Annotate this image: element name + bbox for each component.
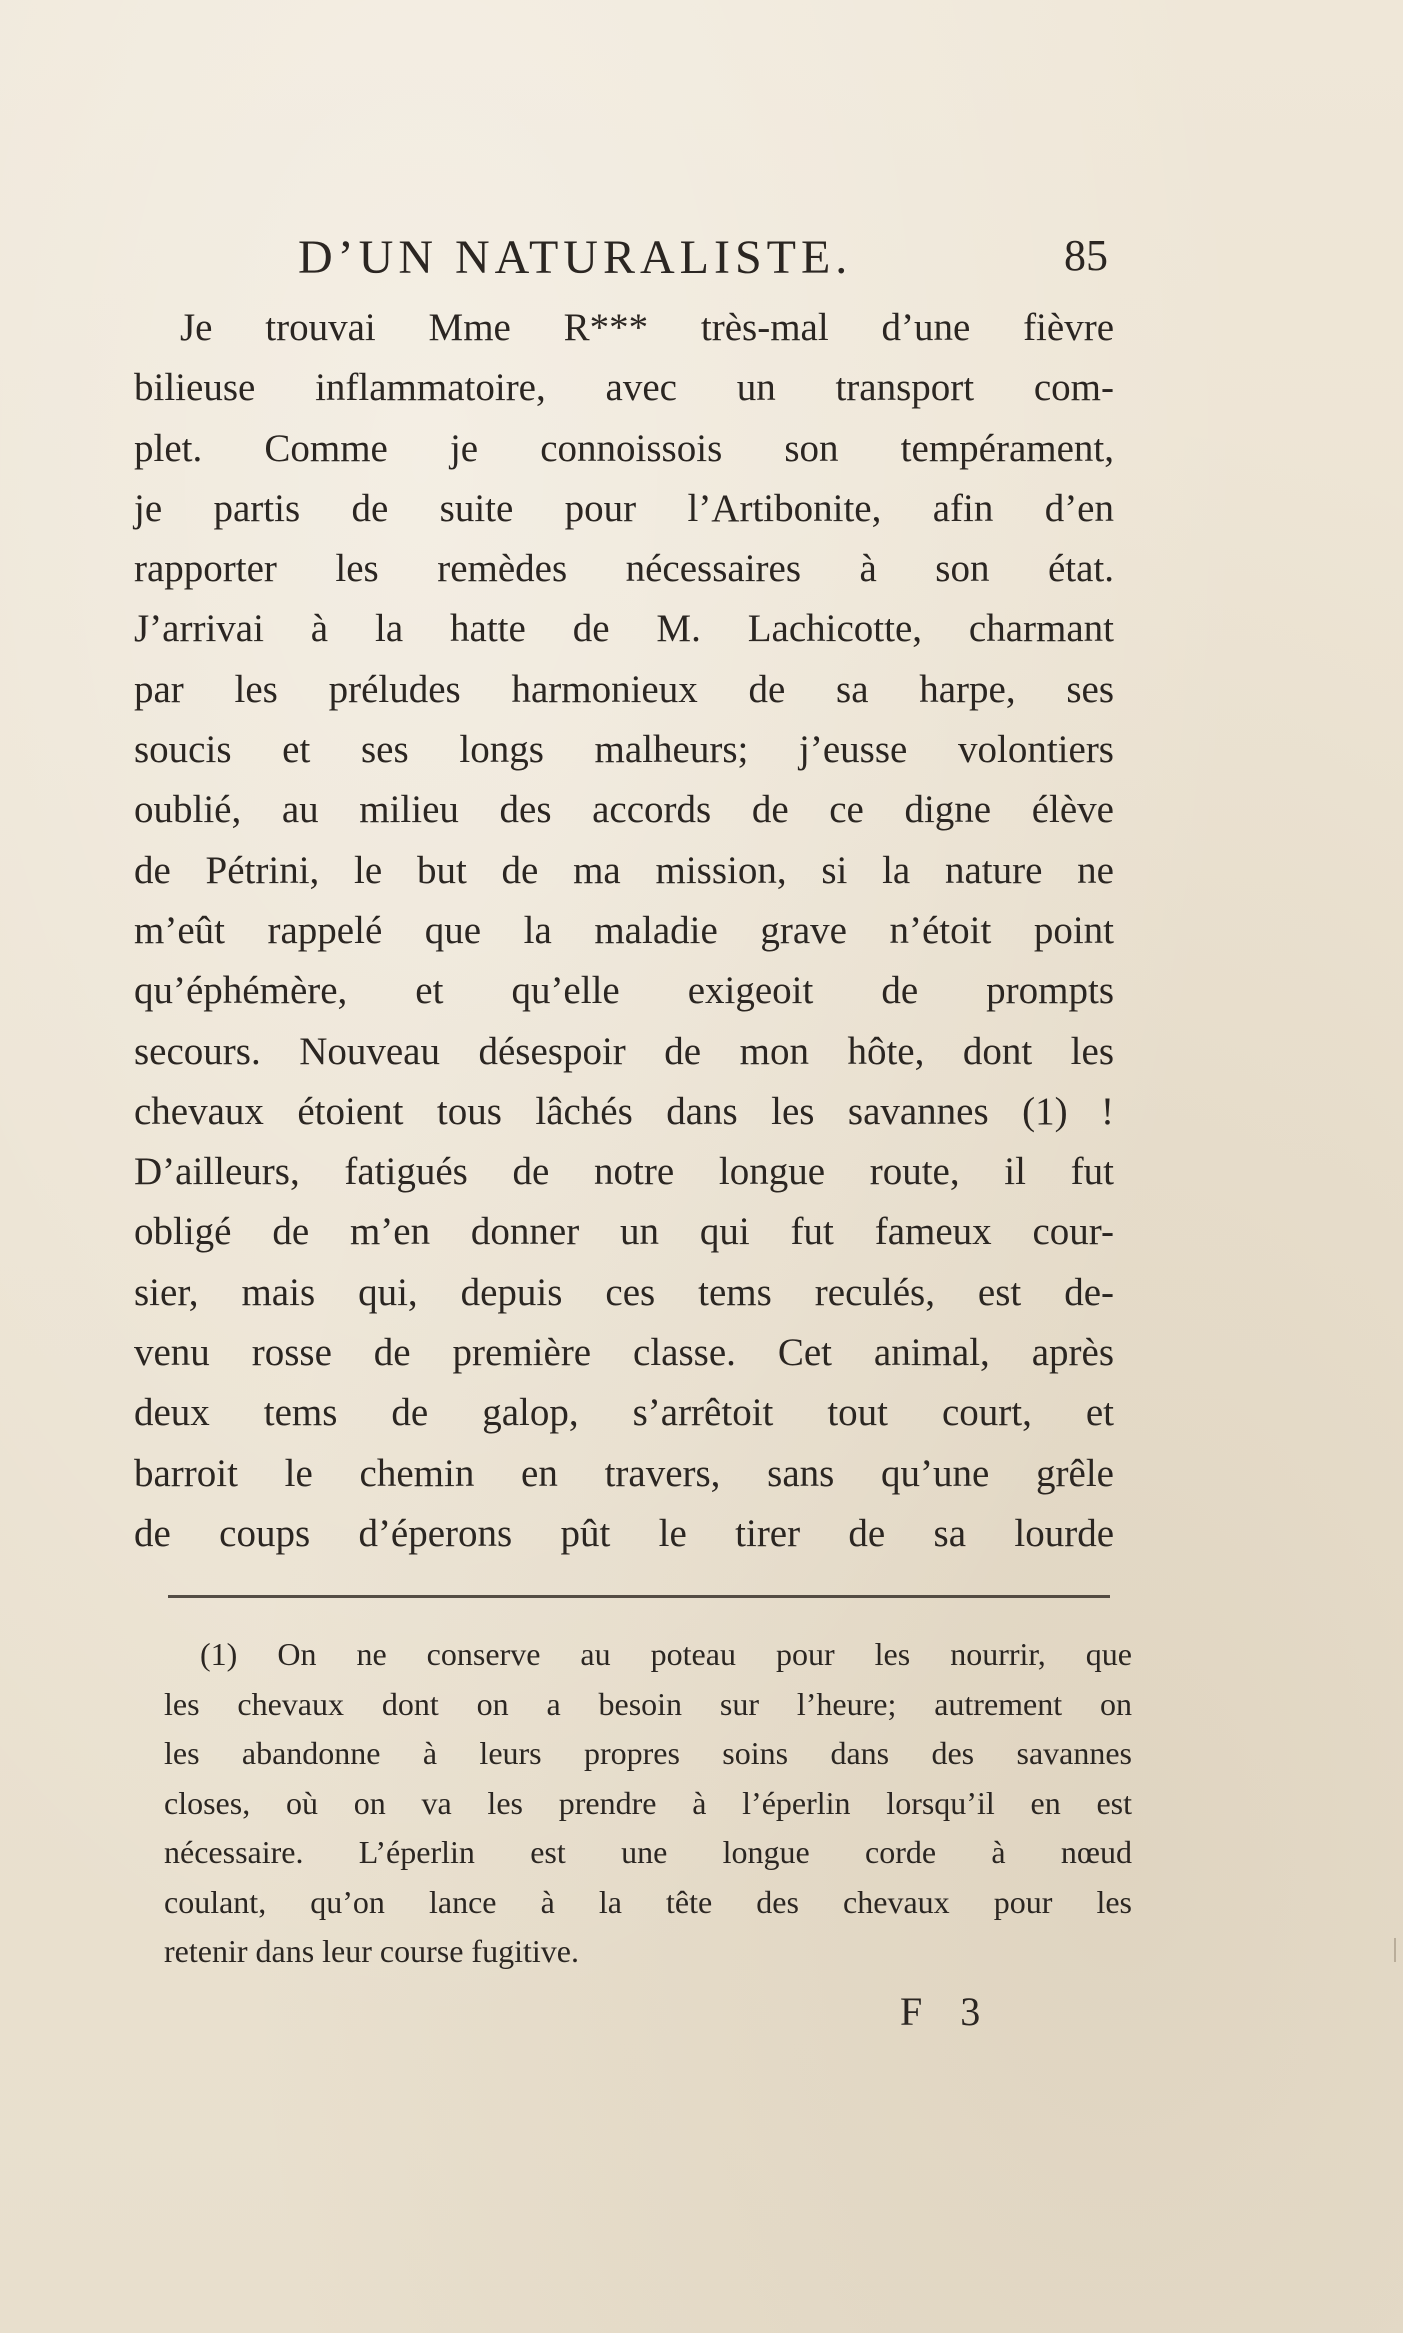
body-line: J’arrivai à la hatte de M. Lachicotte, charmant xyxy=(134,607,1114,651)
body-line: de Pétrini, le but de ma mission, si la nature ne xyxy=(134,848,1114,892)
body-line: m’eût rappelé que la maladie grave n’étoit point xyxy=(134,908,1114,952)
body-line: qu’éphémère, et qu’elle exigeoit de prompts xyxy=(134,969,1114,1013)
page-number: 85 xyxy=(1064,231,1108,280)
body-line: venu rosse de première classe. Cet animal, après xyxy=(134,1331,1114,1375)
body-line: secours. Nouveau désespoir de mon hôte, dont les xyxy=(134,1029,1114,1073)
body-line: de coups d’éperons pût le tirer de sa lourde xyxy=(134,1511,1114,1555)
body-line: D’ailleurs, fatigués de notre longue route, il fut xyxy=(134,1150,1114,1194)
footnote-line: les abandonne à leurs propres soins dans des savannes xyxy=(164,1735,1132,1771)
page-edge-mark xyxy=(1394,1938,1396,1962)
body-line: je partis de suite pour l’Artibonite, afin d’en xyxy=(134,486,1114,530)
footnote-line: coulant, qu’on lance à la tête des chevaux pour les xyxy=(164,1883,1132,1920)
footnote-line: closes, où on va les prendre à l’éperlin lorsqu’il en est xyxy=(164,1784,1132,1821)
body-line: plet. Comme je connoissois son tempérament, xyxy=(134,426,1114,470)
body-line: bilieuse inflammatoire, avec un transport com- xyxy=(134,366,1114,410)
body-text xyxy=(134,298,1114,1564)
body-line: oublié, au milieu des accords de ce digne élève xyxy=(134,788,1114,832)
body-line: chevaux étoient tous lâchés dans les savannes (1) ! xyxy=(134,1089,1114,1133)
body-line: par les préludes harmonieux de sa harpe, ses xyxy=(134,667,1114,711)
page-header xyxy=(298,230,1108,290)
footnote-line: les chevaux dont on a besoin sur l’heure; autrement on xyxy=(164,1685,1132,1722)
running-head: D’UN NATURALISTE. xyxy=(298,231,853,284)
body-line: deux tems de galop, s’arrêtoit tout court, et xyxy=(134,1391,1114,1435)
footnote-rule xyxy=(168,1595,1110,1598)
body-line: barroit le chemin en travers, sans qu’une grêle xyxy=(134,1451,1114,1495)
footnote-line: (1) On ne conserve au poteau pour les nourrir, que xyxy=(200,1636,1132,1672)
footnote-line: retenir dans leur course fugitive. xyxy=(164,1933,579,1969)
body-line: soucis et ses longs malheurs; j’eusse volontiers xyxy=(134,728,1114,772)
body-line: sier, mais qui, depuis ces tems reculés, est de- xyxy=(134,1270,1114,1314)
signature-mark: F 3 xyxy=(900,1989,995,2034)
body-line: rapporter les remèdes nécessaires à son état. xyxy=(134,547,1114,591)
body-line: obligé de m’en donner un qui fut fameux cour- xyxy=(134,1210,1114,1254)
footnote xyxy=(164,1630,1132,1977)
footnote-line: nécessaire. L’éperlin est une longue corde à nœud xyxy=(164,1834,1132,1870)
body-line: Je trouvai Mme R*** très-mal d’une fièvre xyxy=(180,306,1114,349)
